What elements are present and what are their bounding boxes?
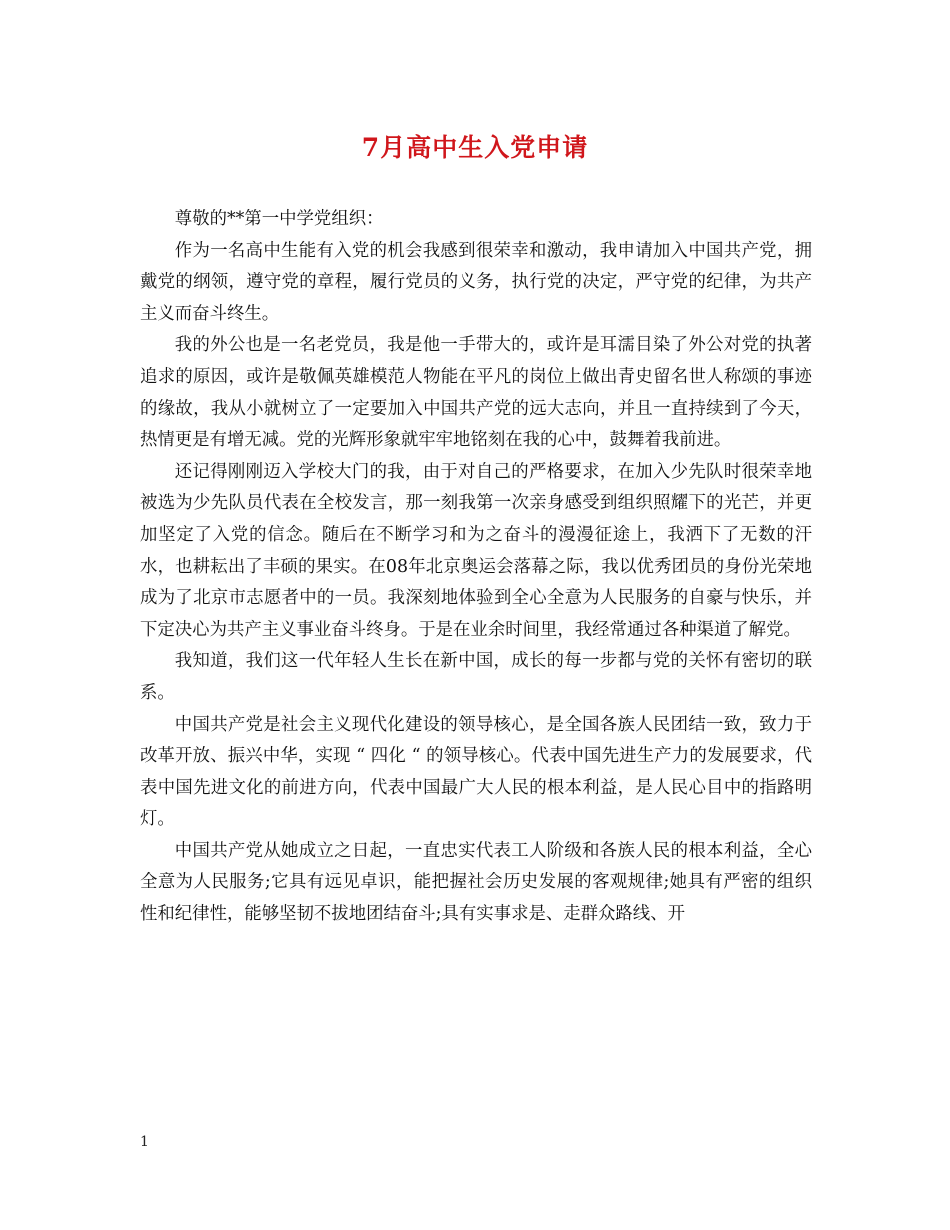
paragraph-1: 作为一名高中生能有入党的机会我感到很荣幸和激动，我申请加入中国共产党，拥戴党的纲领，遵守党的章程，履行党员的义务，执行党的决定，严守党的纪律，为共产主义而奋斗终生。: [140, 240, 812, 324]
page-number: 1: [140, 1134, 149, 1150]
document-body: [140, 204, 812, 931]
paragraph-4: 我知道，我们这一代年轻人生长在新中国，成长的每一步都与党的关怀有密切的联系。: [140, 651, 812, 703]
paragraph-6: 中国共产党从她成立之日起，一直忠实代表工人阶级和各族人民的根本利益，全心全意为人民服务;它具有远见卓识，能把握社会历史发展的客观规律;她具有严密的组织性和纪律性，能够坚韧不拔地团结奋斗;具有实事求是、走群众路线、开: [140, 840, 812, 925]
salutation: 尊敬的**第一中学党组织：: [174, 209, 384, 229]
paragraph-2: 我的外公也是一名老党员，我是他一手带大的，或许是耳濡目染了外公对党的执著追求的原因，或许是敬佩英雄模范人物能在平凡的岗位上做出青史留名世人称颂的事迹的缘故，我从小就树立了一定要加入中国共产党的远大志向，并且一直持续到了今天，热情更是有增无减。党的光辉形象就牢牢地铭刻在我的心中，鼓舞着我前进。: [140, 335, 812, 451]
paragraph-3: 还记得刚刚迈入学校大门的我，由于对自己的严格要求，在加入少先队时很荣幸地被选为少先队员代表在全校发言，那一刻我第一次亲身感受到组织照耀下的光芒，并更加坚定了入党的信念。随后在不断学习和为之奋斗的漫漫征途上，我洒下了无数的汗水，也耕耘出了丰硕的果实。在08年北京奥运会落幕之际，我以优秀团员的身份光荣地成为了北京市志愿者中的一员。我深刻地体验到全心全意为人民服务的自豪与快乐，并下定决心为共产主义事业奋斗终身。于是在业余时间里，我经常通过各种渠道了解党。: [140, 461, 812, 640]
document-title: 7月高中生入党申请: [361, 133, 589, 162]
paragraph-5: 中国共产党是社会主义现代化建设的领导核心，是全国各族人民团结一致，致力于改革开放、振兴中华，实现 “ 四化 “ 的领导核心。代表中国先进生产力的发展要求，代表中国先进文化的前进方向，代表中国最广大人民的根本利益，是人民心目中的指路明灯。: [140, 714, 812, 830]
